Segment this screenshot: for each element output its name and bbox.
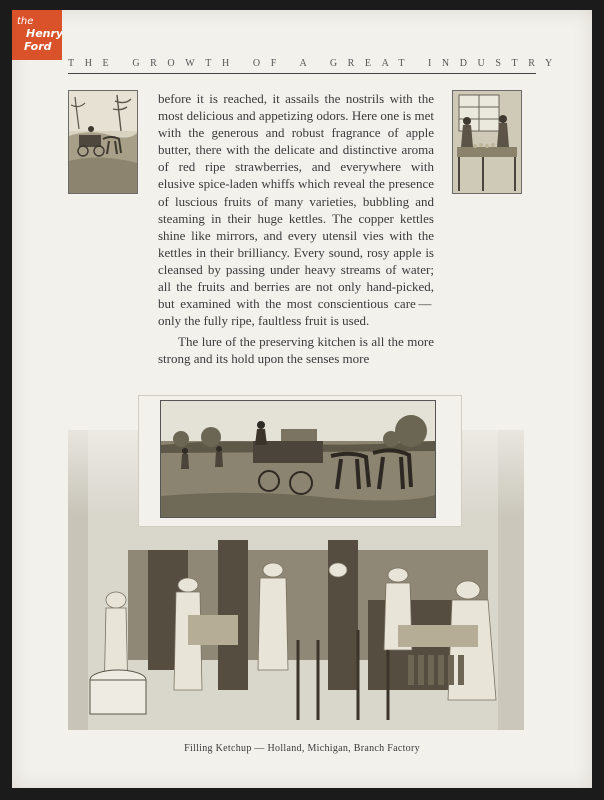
header-rule	[68, 73, 536, 74]
logo-line-2: Henry	[26, 27, 64, 40]
brochure-page	[12, 10, 592, 788]
sorting-fruit-vignette-image	[452, 90, 522, 194]
logo-line-3: Ford	[24, 40, 52, 53]
photo-caption: Filling Ketchup — Holland, Michigan, Branch Factory	[184, 743, 420, 754]
field-wagon-photo	[160, 400, 436, 518]
field-wagon-photo-frame	[138, 395, 462, 527]
henry-ford-logo	[12, 10, 62, 60]
paragraph-1: before it is reached, it assails the nostrils with the most delicious and appetizing odors. Here one is met with the generous and robust fragrance of apple butter, there with the delicate and distinctive aroma of red ripe strawberries, and everywhere with elusive spice-laden whiffs which reveal the presence of luscious fruits of many varieties, bubbling and steaming in their huge kettles. The copper kettles shine like mirrors, and every utensil vies with the kettles in their brilliancy. Every sound, rosy apple is cleansed by passing under heavy streams of water; all the fruits and berries are not only hand-picked, but examined with the most conscientious care — only the fully ripe, faultless fruit is used.	[158, 91, 434, 329]
running-header: THE GROWTH OF A GREAT INDUSTRY	[68, 58, 563, 69]
paragraph-2: The lure of the preserving kitchen is all the more strong and its hold upon the senses more	[158, 334, 434, 367]
logo-line-1: the	[17, 16, 34, 27]
body-text	[158, 90, 434, 368]
wagon-vignette-image	[68, 90, 138, 194]
